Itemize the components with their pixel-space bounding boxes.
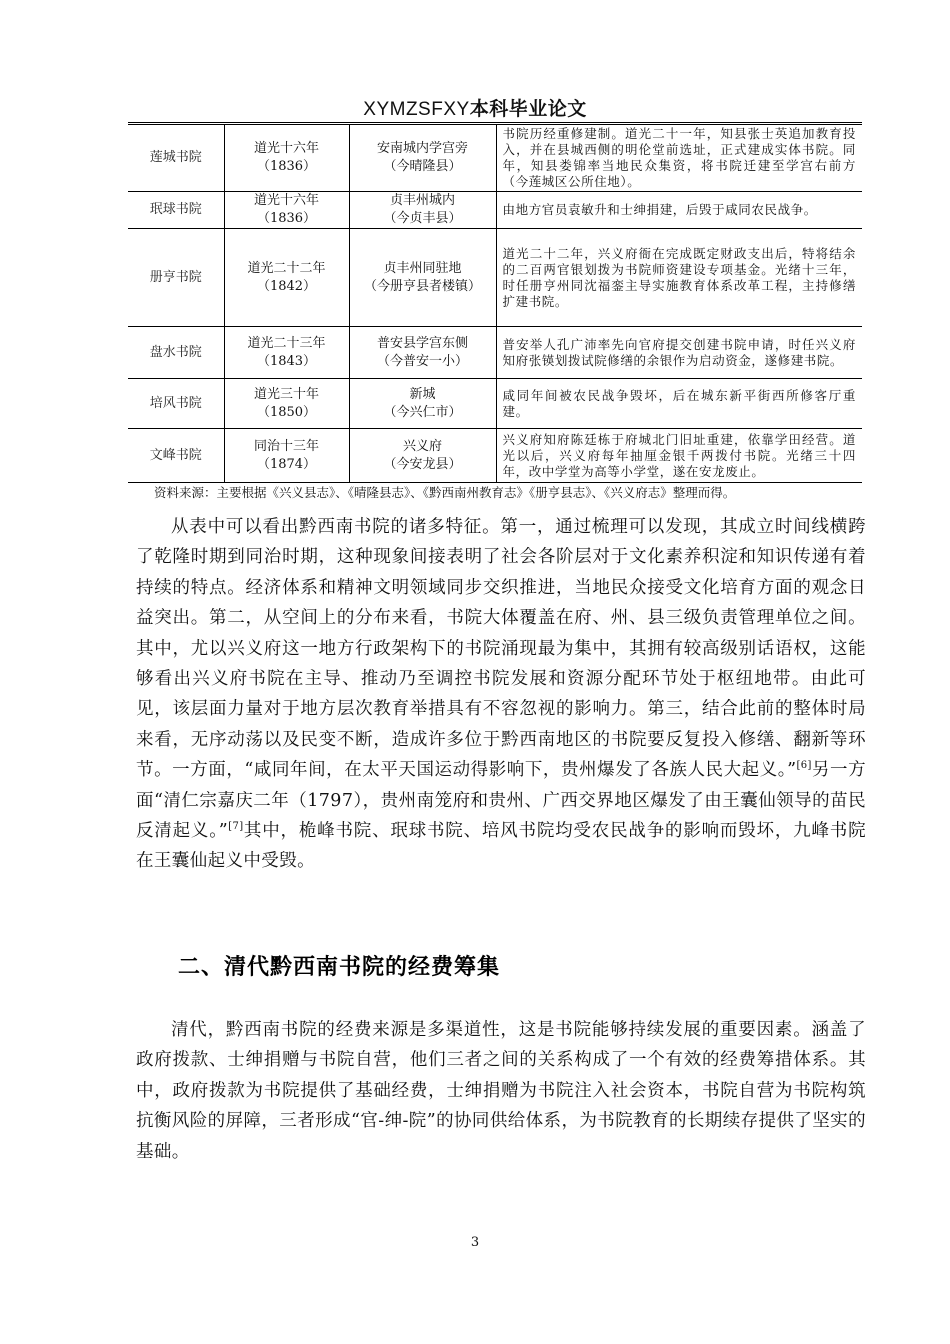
- location-original: 普安县学宫东侧: [376, 335, 468, 351]
- founding-year: [224, 327, 349, 379]
- page-number: 3: [470, 1235, 480, 1250]
- academy-note: 由地方官员袁敏升和士绅捐建，后毁于咸同农民战争。: [496, 192, 862, 229]
- table-row: [128, 327, 862, 379]
- location-original: 贞丰州同驻地: [383, 260, 462, 276]
- section-heading: 二、清代黔西南书院的经费筹集: [178, 955, 501, 980]
- year-text: 道光二十二年: [247, 260, 326, 276]
- citation-ref[interactable]: [6]: [796, 760, 812, 772]
- academy-note: 兴义府知府陈廷栋于府城北门旧址重建，依靠学田经营。道光以后，兴义府每年抽厘金银千两拨付书院。光绪三十四年，改中学堂为高等小学堂，遂在安龙废止。: [496, 429, 862, 483]
- location-original: 新城: [409, 386, 436, 402]
- academy-name: 莲城书院: [128, 125, 224, 192]
- paragraph-text: 清代，黔西南书院的经费来源是多渠道性，这是书院能够持续发展的重要因素。涵盖了政府拨款、士绅捐赠与书院自营，他们三者之间的关系构成了一个有效的经费筹措体系。其中，政府拨款为书院提供了基础经费，士绅捐赠为书院注入社会资本，书院自营为书院构筑抗衡风险的屏障，三者形成“官-绅-院”的协同供给体系，为书院教育的长期续存提供了坚实的基础。: [136, 1020, 866, 1162]
- academy-name: 册亨书院: [128, 229, 224, 327]
- year-number: （1874）: [256, 456, 317, 472]
- academy-records-table: [128, 124, 862, 483]
- table-row: [128, 229, 862, 327]
- location-modern: （今册亨县者楼镇）: [363, 278, 481, 294]
- academy-location: [349, 379, 496, 429]
- location-modern: （今贞丰县）: [383, 211, 462, 226]
- paragraph-text: [136, 512, 866, 877]
- year-text: 道光三十年: [253, 386, 319, 402]
- table-source-note: 资料来源：主要根据《兴义县志》、《晴隆县志》、《黔西南州教育志》《册亨县志》、《兴义府志》整理而得。: [154, 485, 736, 500]
- paragraph-segment: 从表中可以看出黔西南书院的诸多特征。第一，通过梳理可以发现，其成立时间线横跨了乾隆时期到同治时期，这种现象间接表明了社会各阶层对于文化素养积淀和知识传递有着持续的特点。经济体系和精神文明领域同步交织推进，当地民众接受文化培育方面的观念日益突出。第二，从空间上的分布来看，书院大体覆盖在府、州、县三级负责管理单位之间。其中，尤以兴义府这一地方行政架构下的书院涌现最为集中，其拥有较高级别话语权，这能够看出兴义府书院在主导、推动乃至调控书院发展和资源分配环节处于枢纽地带。由此可见，该层面力量对于地方层次教育举措具有不容忽视的影响力。第三，结合此前的整体时局来看，无序动荡以及民变不断，造成许多位于黔西南地区的书院要反复投入修缮、翻新等环节。一方面，“咸同年间，在太平天国运动得影响下，贵州爆发了各族人民大起义。”: [136, 517, 866, 781]
- academy-location: [349, 327, 496, 379]
- founding-year: [224, 429, 349, 483]
- year-text: 道光十六年: [253, 193, 319, 208]
- year-number: （1843）: [256, 353, 317, 369]
- academy-location: [349, 192, 496, 229]
- header-thesis-label: 本科毕业论文: [469, 98, 587, 120]
- founding-year: [224, 379, 349, 429]
- funding-paragraph: [136, 1015, 866, 1167]
- academy-note: 咸同年间被农民战争毁坏，后在城东新平街西所修客厅重建。: [496, 379, 862, 429]
- year-number: （1842）: [256, 278, 317, 294]
- academy-location: [349, 125, 496, 192]
- academy-note: 普安举人孔广沛率先向官府提交创建书院申请，时任兴义府知府张锳划拨试院修缮的余银作为启动资金，遂修建书院。: [496, 327, 862, 379]
- location-modern: （今安龙县）: [383, 456, 462, 472]
- table-row: [128, 429, 862, 483]
- year-number: （1836）: [256, 159, 317, 174]
- academy-name: 盘水书院: [128, 327, 224, 379]
- academy-name: 珉球书院: [128, 192, 224, 229]
- citation-ref[interactable]: [7]: [228, 821, 244, 833]
- paragraph-segment: 其中，桅峰书院、珉球书院、培风书院均受农民战争的影响而毁坏，九峰书院在王囊仙起义中受毁。: [136, 821, 866, 872]
- academy-note: 道光二十二年，兴义府衙在完成既定财政支出后，特将结余的二百两官银划拨为书院师资建设专项基金。光绪十三年，时任册亨州同沈福銮主导实施教育体系改革工程，主持修缮扩建书院。: [496, 229, 862, 327]
- header-code: XYMZSFXY: [363, 99, 470, 120]
- academy-name: 文峰书院: [128, 429, 224, 483]
- year-text: 道光二十三年: [247, 335, 326, 351]
- location-modern: （今普安一小）: [376, 353, 468, 369]
- location-original: 贞丰州城内: [389, 193, 455, 208]
- academy-location: [349, 229, 496, 327]
- header-rule: [128, 122, 862, 123]
- year-text: 道光十六年: [253, 141, 319, 156]
- location-modern: （今晴隆县）: [383, 159, 462, 174]
- year-number: （1836）: [256, 211, 317, 226]
- location-modern: （今兴仁市）: [383, 404, 462, 420]
- page-header-title: [0, 98, 950, 121]
- analysis-paragraph: [136, 512, 866, 877]
- year-number: （1850）: [256, 404, 317, 420]
- academy-name: 培风书院: [128, 379, 224, 429]
- table-row: [128, 125, 862, 192]
- location-original: 兴义府: [402, 438, 442, 454]
- year-text: 同治十三年: [253, 438, 319, 454]
- location-original: 安南城内学宫旁: [376, 141, 468, 156]
- founding-year: [224, 229, 349, 327]
- founding-year: [224, 125, 349, 192]
- academy-note: 书院历经重修建制。道光二十一年，知县张士英追加教育投入，并在县城西侧的明伦堂前选址，正式建成实体书院。同年，知县娄锦率当地民众集资，将书院迁建至学宫右前方（今莲城区公所住地）。: [496, 125, 862, 192]
- academy-location: [349, 429, 496, 483]
- paragraph-segment: 另一方面“清仁宗嘉庆二年（1797），贵州南笼府和贵州、广西交界地区爆发了由王囊仙领导的苗民反清起义。”: [136, 760, 867, 842]
- table-row: [128, 379, 862, 429]
- founding-year: [224, 192, 349, 229]
- table-row: [128, 192, 862, 229]
